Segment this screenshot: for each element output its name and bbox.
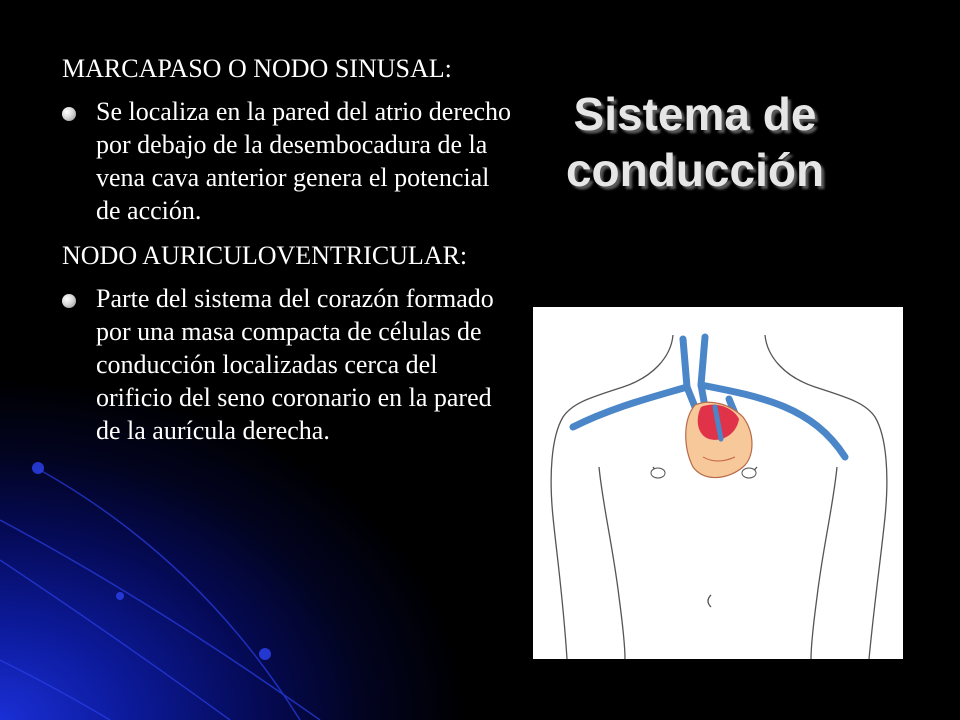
bullet-dot-icon — [62, 294, 76, 308]
title-line-1: Sistema de — [573, 88, 817, 140]
torso-heart-icon — [533, 307, 903, 659]
bullet-dot-icon — [62, 107, 76, 121]
section-heading-sinusal: MARCAPASO O NODO SINUSAL: — [62, 54, 452, 83]
bullet-text-sinusal: Se localiza en la pared del atrio derecho por debajo de la desembocadura de la vena cava anterior genera el potencial de acción. — [96, 97, 512, 225]
torso-heart-illustration — [533, 307, 903, 659]
slide-body — [62, 52, 512, 459]
bullet-auriculoventricular — [62, 282, 512, 447]
bullet-sinusal — [62, 95, 512, 227]
title-line-2: conducción — [565, 144, 825, 196]
bullet-text-auriculoventricular: Parte del sistema del corazón formado por una masa compacta de células de conducción localizadas cerca del orificio del seno coronario en la pared de la aurícula derecha. — [96, 284, 494, 445]
section-heading-auriculoventricular: NODO AURICULOVENTRICULAR: — [62, 241, 468, 270]
slide-title — [520, 86, 870, 198]
